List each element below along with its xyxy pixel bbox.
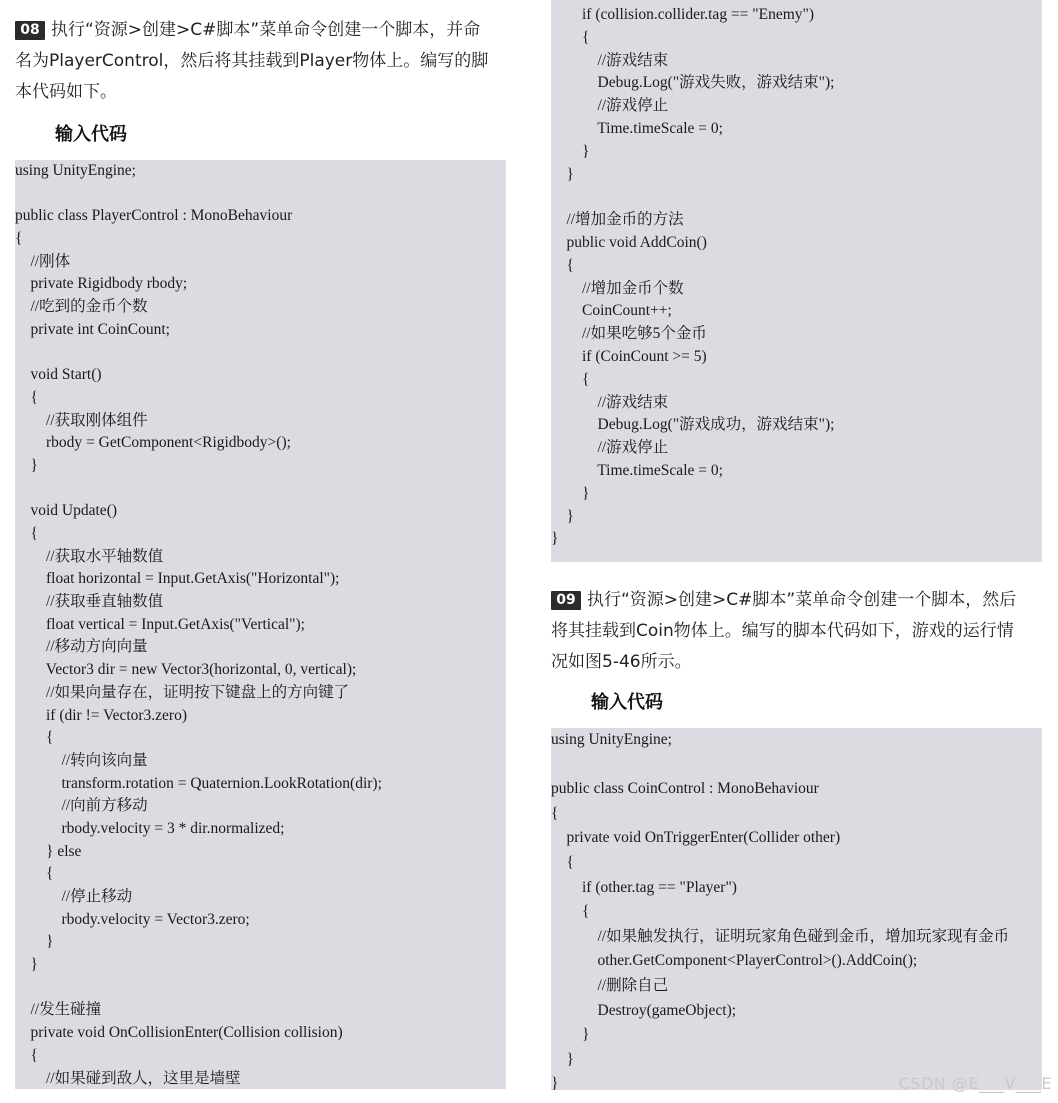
step-08-line-2: 名为PlayerControl，然后将其挂载到Player物体上。编写的脚 xyxy=(15,51,489,71)
code-line: Debug.Log("游戏成功，游戏结束"); xyxy=(551,416,835,434)
code-line: public class PlayerControl : MonoBehaviour xyxy=(15,207,293,225)
code-line: private Rigidbody rbody; xyxy=(15,275,188,293)
code-line: { xyxy=(551,256,574,274)
code-line: rbody = GetComponent<Rigidbody>(); xyxy=(15,434,291,452)
code-line: { xyxy=(551,370,590,388)
code-line: { xyxy=(15,388,38,406)
code-line: //移动方向向量 xyxy=(15,638,148,656)
code-line: rbody.velocity = Vector3.zero; xyxy=(15,910,250,928)
code-line: } xyxy=(551,530,559,548)
code-line: void Update() xyxy=(15,502,118,520)
code-line: //获取垂直轴数值 xyxy=(15,593,164,611)
step-09-line-2: 将其挂载到Coin物体上。编写的脚本代码如下，游戏的运行情 xyxy=(551,621,1014,641)
code-line: //向前方移动 xyxy=(15,797,148,815)
code-line: } xyxy=(551,1050,574,1068)
code-line: Destroy(gameObject); xyxy=(551,1001,737,1019)
csdn-watermark: CSDN @E___V___E xyxy=(898,1074,1052,1093)
code-line: } xyxy=(15,456,38,474)
step-08-paragraph xyxy=(15,15,515,108)
code-line: { xyxy=(15,865,54,883)
code-line: public void AddCoin() xyxy=(551,233,707,251)
code-line: //获取刚体组件 xyxy=(15,411,148,429)
code-line: { xyxy=(15,525,38,542)
code-block-player-control-continued xyxy=(551,0,1042,562)
code-line: { xyxy=(551,853,574,871)
code-line: } else xyxy=(15,842,82,860)
code-line: //如果吃够5个金币 xyxy=(551,325,707,343)
code-line: //吃到的金币个数 xyxy=(15,298,148,316)
code-line: if (collision.collider.tag == "Enemy") xyxy=(551,6,815,23)
code-line: float horizontal = Input.GetAxis("Horizontal"); xyxy=(15,570,340,588)
code-line: Time.timeScale = 0; xyxy=(551,461,723,479)
code-line: //停止移动 xyxy=(15,888,133,905)
code-line: if (dir != Vector3.zero) xyxy=(15,706,188,724)
code-line: //如果向量存在，证明按下键盘上的方向键了 xyxy=(15,683,350,701)
code-line: private void OnCollisionEnter(Collision collision) xyxy=(15,1024,343,1042)
code-line: using UnityEngine; xyxy=(551,731,672,748)
code-line: } xyxy=(551,484,590,502)
code-line: //如果碰到敌人，这里是墙壁 xyxy=(15,1069,241,1087)
code-line xyxy=(15,183,506,206)
code-lines-right-top xyxy=(551,4,1042,551)
code-line: { xyxy=(15,1046,38,1064)
step-08-line-1: 08 执行“资源>创建>C#脚本”菜单命令创建一个脚本，并命 xyxy=(15,15,515,46)
code-block-coin-control xyxy=(551,728,1042,1093)
code-line: void Start() xyxy=(15,366,102,384)
code-line xyxy=(551,753,1042,778)
code-line: Vector3 dir = new Vector3(horizontal, 0, vertical); xyxy=(15,661,357,679)
code-line: rbody.velocity = 3 * dir.normalized; xyxy=(15,819,285,837)
code-line: //游戏结束 xyxy=(551,51,669,69)
step-09-line-3: 况如图5-46所示。 xyxy=(551,652,692,672)
code-line: { xyxy=(551,804,559,822)
code-line: //游戏结束 xyxy=(551,393,669,411)
code-line: { xyxy=(15,230,23,248)
code-line: { xyxy=(15,729,54,747)
step-09-badge: 09 xyxy=(551,591,581,610)
code-line: float vertical = Input.GetAxis("Vertical"); xyxy=(15,615,305,633)
code-line xyxy=(15,342,506,365)
step-09-paragraph xyxy=(551,585,1051,678)
code-line: //发生碰撞 xyxy=(15,1001,102,1019)
code-line: //转向该向量 xyxy=(15,751,148,769)
code-line: //增加金币的方法 xyxy=(551,211,684,229)
code-line: transform.rotation = Quaternion.LookRotation(dir); xyxy=(15,774,382,792)
code-line: Debug.Log("游戏失败，游戏结束"); xyxy=(551,74,835,92)
code-line: private int CoinCount; xyxy=(15,320,170,338)
code-line: if (other.tag == "Player") xyxy=(551,878,737,896)
code-line: } xyxy=(551,1026,590,1044)
code-line: } xyxy=(551,507,574,525)
code-line xyxy=(15,977,506,1000)
code-line: //删除自己 xyxy=(551,976,669,994)
code-line: CoinCount++; xyxy=(551,302,672,320)
step-08-badge: 08 xyxy=(15,21,45,40)
code-line: //增加金币个数 xyxy=(551,279,684,297)
code-line: //游戏停止 xyxy=(551,439,669,457)
step-09-heading: 输入代码 xyxy=(591,692,663,713)
code-line: Time.timeScale = 0; xyxy=(551,119,723,137)
code-line: } xyxy=(15,933,54,951)
code-line: { xyxy=(551,903,590,921)
code-line: using UnityEngine; xyxy=(15,162,136,179)
code-line: //刚体 xyxy=(15,252,71,270)
code-line: if (CoinCount >= 5) xyxy=(551,347,707,365)
code-line: } xyxy=(15,956,38,974)
step-08-heading: 输入代码 xyxy=(55,124,127,145)
code-line xyxy=(15,478,506,501)
code-line: } xyxy=(551,1075,559,1093)
code-line: { xyxy=(551,28,590,46)
code-line: //如果触发执行，证明玩家角色碰到金币，增加玩家现有金币 xyxy=(551,927,1010,945)
code-line: } xyxy=(551,165,574,183)
step-08-line-3: 本代码如下。 xyxy=(15,82,117,102)
code-line xyxy=(551,186,1042,209)
code-line: other.GetComponent<PlayerControl>().AddCoin(); xyxy=(551,952,918,970)
code-lines-left xyxy=(15,160,506,1090)
code-line: private void OnTriggerEnter(Collider other) xyxy=(551,829,841,847)
code-lines-right-bottom xyxy=(551,728,1042,1097)
code-line: //游戏停止 xyxy=(551,97,669,115)
code-line: } xyxy=(551,142,590,160)
code-line: public class CoinControl : MonoBehaviour xyxy=(551,780,819,798)
code-line: //获取水平轴数值 xyxy=(15,547,164,565)
step-09-line-1: 09 执行“资源>创建>C#脚本”菜单命令创建一个脚本，然后 xyxy=(551,585,1051,616)
code-block-player-control xyxy=(15,160,506,1089)
